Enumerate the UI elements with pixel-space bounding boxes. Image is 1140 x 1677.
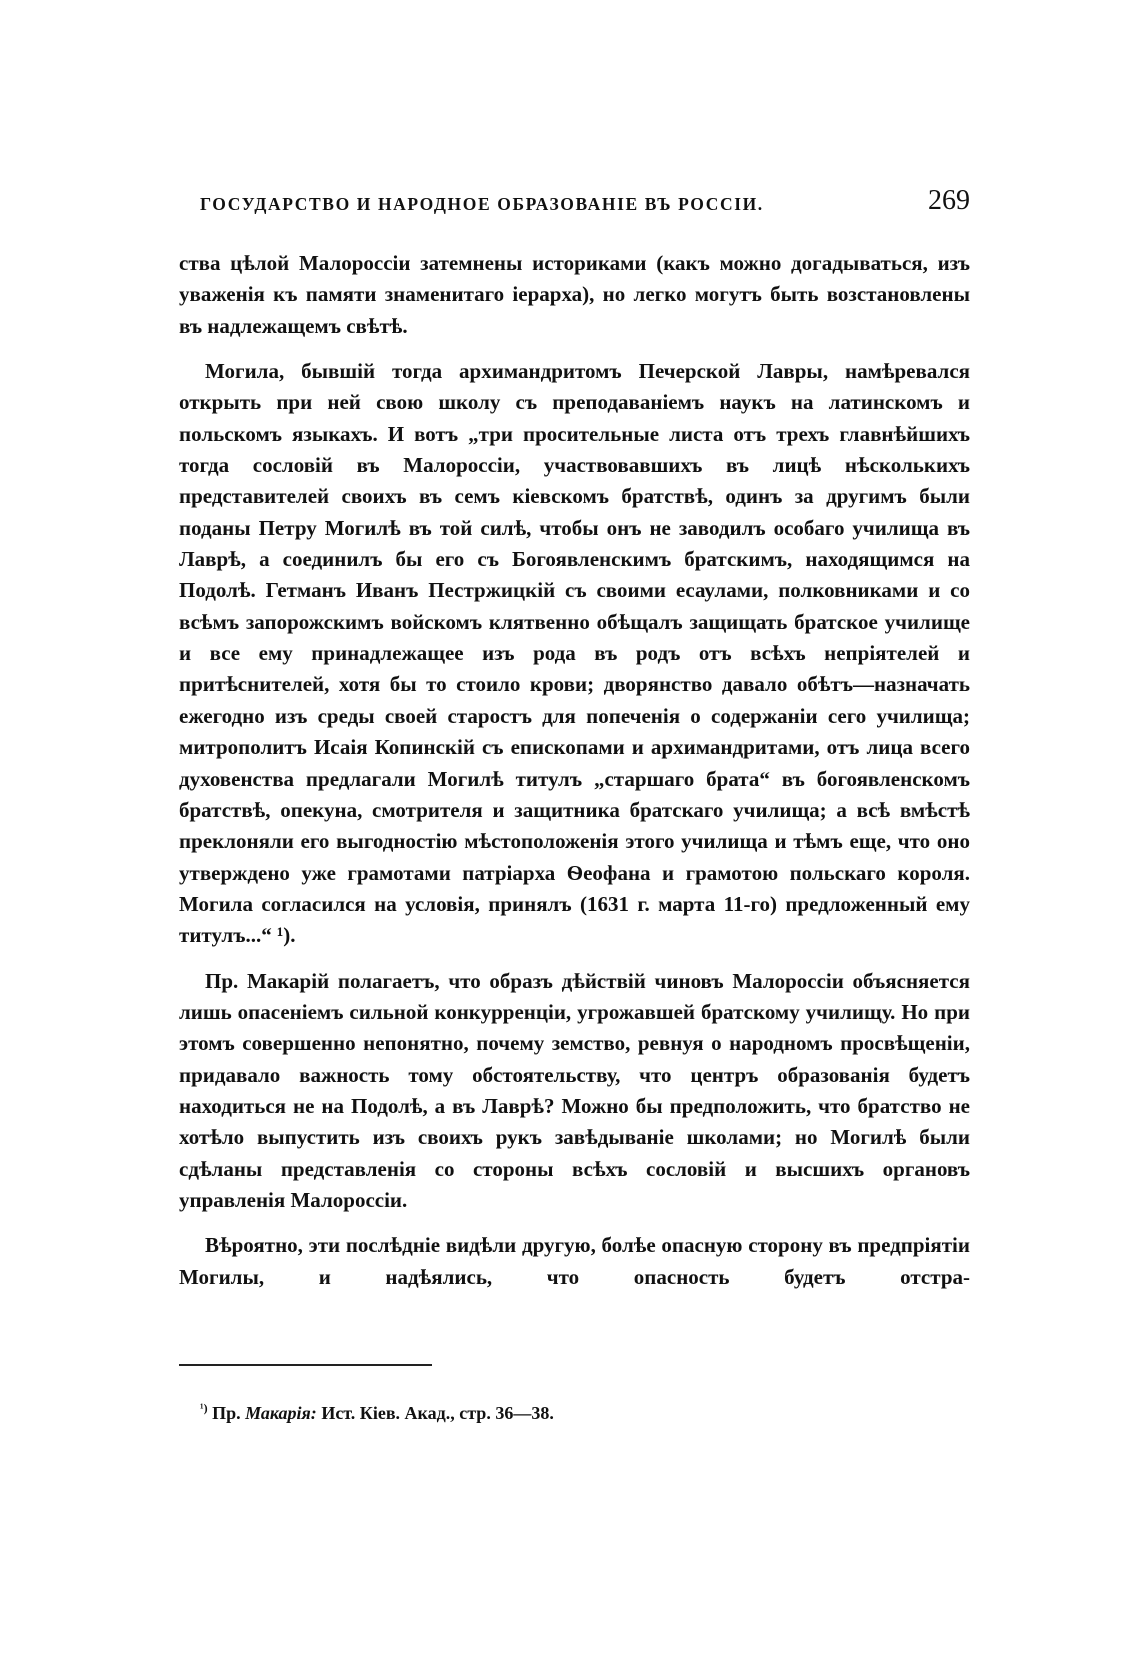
footnote-reference: Ист. Кіев. Акад., стр. 36—38. — [321, 1403, 554, 1423]
running-title: ГОСУДАРСТВО И НАРОДНОЕ ОБРАЗОВАНІЕ ВЪ РОССІИ. — [200, 194, 764, 214]
page-header — [200, 186, 970, 220]
footnote-marker: ¹) — [200, 1401, 208, 1415]
paragraph-4: Вѣроятно, эти послѣдніе видѣли другую, болѣе опасную сторону въ предпріятіи Могилы, и надѣялись, что опасность будетъ отстра- — [179, 1233, 970, 1289]
footnote-divider — [179, 1364, 432, 1366]
paragraph-3: Пр. Макарій полагаетъ, что образъ дѣйствій чиновъ Малороссіи объясняется лишь опасеніемъ сильной конкурренціи, угрожавшей братскому училищу. Но при этомъ совершенно непонятно, почему земство, ревнуя о народномъ просвѣщеніи, придавало важность тому обстоятельству, что центръ образованія будетъ находиться не на Подолѣ, а въ Лаврѣ? Можно бы предположить, что братство не хотѣло выпустить изъ своихъ рукъ завѣдываніе школами; но Могилѣ были сдѣланы представленія со стороны всѣхъ сословій и высшихъ органовъ управленія Малороссіи. — [179, 968, 970, 1212]
footnote-prefix: Пр. — [212, 1403, 241, 1423]
body-text — [179, 248, 970, 1293]
footnote-author: Макарія: — [245, 1403, 317, 1423]
paragraph-2: Могила, бывшій тогда архимандритомъ Печерской Лавры, намѣревался открыть при ней свою школу съ преподаваніемъ наукъ на латинскомъ и польскомъ языкахъ. И вотъ „три просительные листа отъ трехъ главнѣйшихъ тогда сословій въ Малороссіи, участвовавшихъ въ лицѣ нѣсколькихъ представителей своихъ въ семъ кіевскомъ братствѣ, одинъ за другимъ были поданы Петру Могилѣ въ той силѣ, чтобы онъ не заводилъ особаго училища въ Лаврѣ, а соединилъ бы его съ Богоявленскимъ братскимъ, находящимся на Подолѣ. Гетманъ Иванъ Пестржицкій съ своими есаулами, полковниками и со всѣмъ запорожскимъ войскомъ клятвенно обѣщалъ защищать братское училище и все ему принадлежащее изъ рода въ родъ отъ всѣхъ непріятелей и притѣснителей, хотя бы то стоило крови; дворянство давало обѣтъ—назначать ежегодно изъ среды своей старостъ для попеченія о содержаніи сего училища; митрополитъ Исаія Копинскій съ епископами и архимандритами, отъ лица всего духовенства предлагали Могилѣ титулъ „старшаго брата“ въ богоявленскомъ братствѣ, опекуна, смотрителя и защитника братскаго училища; а всѣ вмѣстѣ преклоняли его выгодностію мѣстоположенія этого училища и тѣмъ еще, что оно утверждено уже грамотами патріарха Ѳеофана и грамотою польскаго короля. Могила согласился на условія, принялъ (1631 г. марта 11-го) предложенный ему титулъ...“ ¹). — [179, 359, 970, 948]
paragraph-1: ства цѣлой Малороссіи затемнены историками (какъ можно догадываться, изъ уваженія къ памяти знаменитаго іерарха), но легко могутъ быть возстановлены въ надлежащемъ свѣтѣ. — [179, 251, 970, 338]
footnote — [200, 1396, 554, 1425]
page-number: 269 — [928, 185, 970, 216]
